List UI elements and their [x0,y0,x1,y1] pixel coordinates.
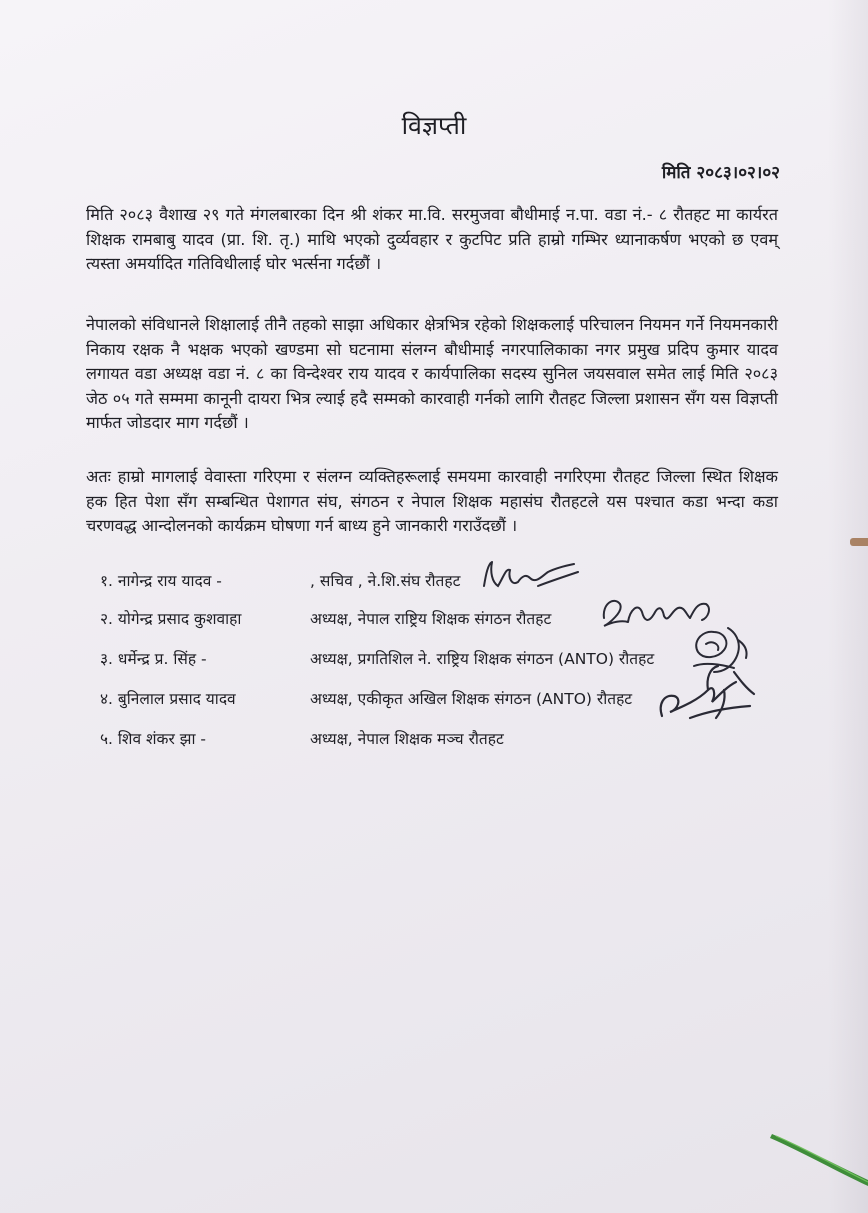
signatory-name: ५. शिव शंकर झा - [100,730,206,748]
grass-blade [770,1128,868,1188]
notice-title: विज्ञप्ती [401,111,467,140]
signatory-role: अध्यक्ष, एकीकृत अखिल शिक्षक संगठन (ANTO) रौतहट [310,690,633,708]
signatory-name: ३. धर्मेन्द्र प्र. सिंह - [100,650,207,668]
signatory-name: १. नागेन्द्र राय यादव - [100,572,222,590]
notice-date: मिति २०८३।०२।०२ [661,163,780,183]
signatory-name: ४. बुनिलाल प्रसाद यादव [100,690,236,708]
signatory-role: अध्यक्ष, नेपाल राष्ट्रिय शिक्षक संगठन रौतहट [310,610,552,628]
signatory-row [100,727,800,753]
paragraph-1: मिति २०८३ वैशाख २९ गते मंगलबारका दिन श्री शंकर मा.वि. सरमुजवा बौधीमाई न.पा. वडा नं.- ८ रौतहट मा कार्यरत शिक्षक रामबाबु यादव (प्रा. शि. तृ.) माथि भएको दुर्व्यवहार र कुटपिट प्रति हाम्रो गम्भिर ध्यानाकर्षण भएको छ एवम् त्यस्ता अमर्यादित गतिविधीलाई घोर भर्त्सना गर्दछौं । [86,205,778,273]
signature-4 [650,660,760,726]
signatory-role: , सचिव , ने.शि.संघ रौतहट [310,572,461,590]
page-shadow [828,0,868,1213]
signatory-role: अध्यक्ष, प्रगतिशिल ने. राष्ट्रिय शिक्षक संगठन (ANTO) रौतहट [310,650,655,668]
edge-mark [850,538,868,546]
signatory-name: २. योगेन्द्र प्रसाद कुशवाहा [100,610,242,628]
signature-1 [478,556,588,596]
paragraph-2: नेपालको संविधानले शिक्षालाई तीनै तहको साझा अधिकार क्षेत्रभित्र रहेको शिक्षकलाई परिचालन नियमन गर्ने नियमनकारी निकाय रक्षक नै भक्षक भएको खण्डमा सो घटनामा संलग्न बौधीमाई नगरपालिकाका नगर प्रमुख प्रदिप कुमार यादव लगायत वडा अध्यक्ष वडा नं. ८ का विन्देश्वर राय यादव र कार्यपालिका सदस्य सुनिल जयसवाल समेत लाई मिति २०८३ जेठ ०५ गते सम्ममा कानूनी दायरा भित्र ल्याई हदै सम्मको कारवाही गर्नको लागि रौतहट जिल्ला प्रशासन सँग यस विज्ञप्ती मार्फत जोडदार माग गर्दछौं । [86,315,778,432]
paragraph-3: अतः हाम्रो मागलाई वेवास्ता गरिएमा र संलग्न व्यक्तिहरूलाई समयमा कारवाही नगरिएमा रौतहट जिल्ला स्थित शिक्षक हक हित पेशा सँग सम्बन्धित पेशागत संघ, संगठन र नेपाल शिक्षक महासंघ रौतहटले यस पश्चात कडा भन्दा कडा चरणवद्ध आन्दोलनको कार्यक्रम घोषणा गर्न बाध्य हुने जानकारी गराउँदछौं । [86,467,778,535]
signatory-role: अध्यक्ष, नेपाल शिक्षक मञ्च रौतहट [310,730,504,748]
